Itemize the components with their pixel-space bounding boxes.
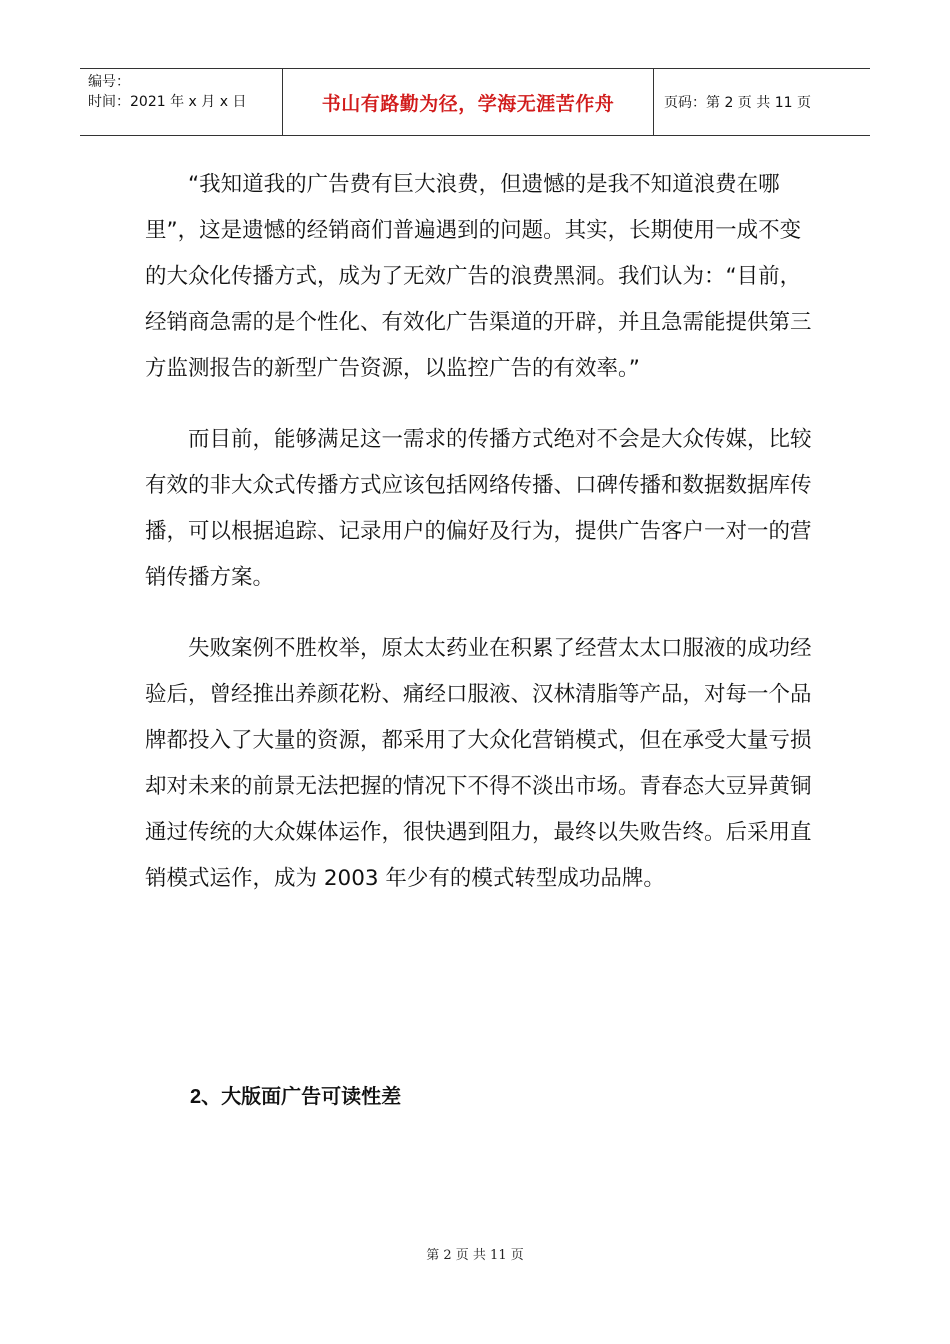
header-number-label: 编号： <box>88 74 130 90</box>
header-page-info: 页码：第 2 页 共 11 页 <box>664 95 811 111</box>
header-motto: 书山有路勤为径，学海无涯苦作舟 <box>282 69 654 135</box>
document-body <box>145 162 815 927</box>
header-time-label: 时间：2021 年 x 月 x 日 <box>88 94 247 110</box>
header-meta <box>80 69 282 135</box>
page-header <box>80 68 870 136</box>
paragraph-2: 而目前，能够满足这一需求的传播方式绝对不会是大众传媒，比较有效的非大众式传播方式应该包括网络传播、口碑传播和数据数据库传播，可以根据追踪、记录用户的偏好及行为，提供广告客户一对一的营销传播方案。 <box>145 427 812 590</box>
paragraph-1: “我知道我的广告费有巨大浪费，但遗憾的是我不知道浪费在哪里”，这是遗憾的经销商们普遍遇到的问题。其实，长期使用一成不变的大众化传播方式，成为了无效广告的浪费黑洞。我们认为：“目前，经销商急需的是个性化、有效化广告渠道的开辟，并且急需能提供第三方监测报告的新型广告资源，以监控广告的有效率。” <box>145 172 812 381</box>
paragraph-3: 失败案例不胜枚举，原太太药业在积累了经营太太口服液的成功经验后，曾经推出养颜花粉、痛经口服液、汉林清脂等产品，对每一个品牌都投入了大量的资源，都采用了大众化营销模式，但在承受大量亏损却对未来的前景无法把握的情况下不得不淡出市场。青春态大豆异黄铜通过传统的大众媒体运作，很快遇到阻力，最终以失败告终。后采用直销模式运作，成为 2003 年少有的模式转型成功品牌。 <box>145 636 812 891</box>
section-heading: 2、大版面广告可读性差 <box>190 1086 402 1108</box>
page-footer: 第 2 页 共 11 页 <box>426 1248 524 1263</box>
